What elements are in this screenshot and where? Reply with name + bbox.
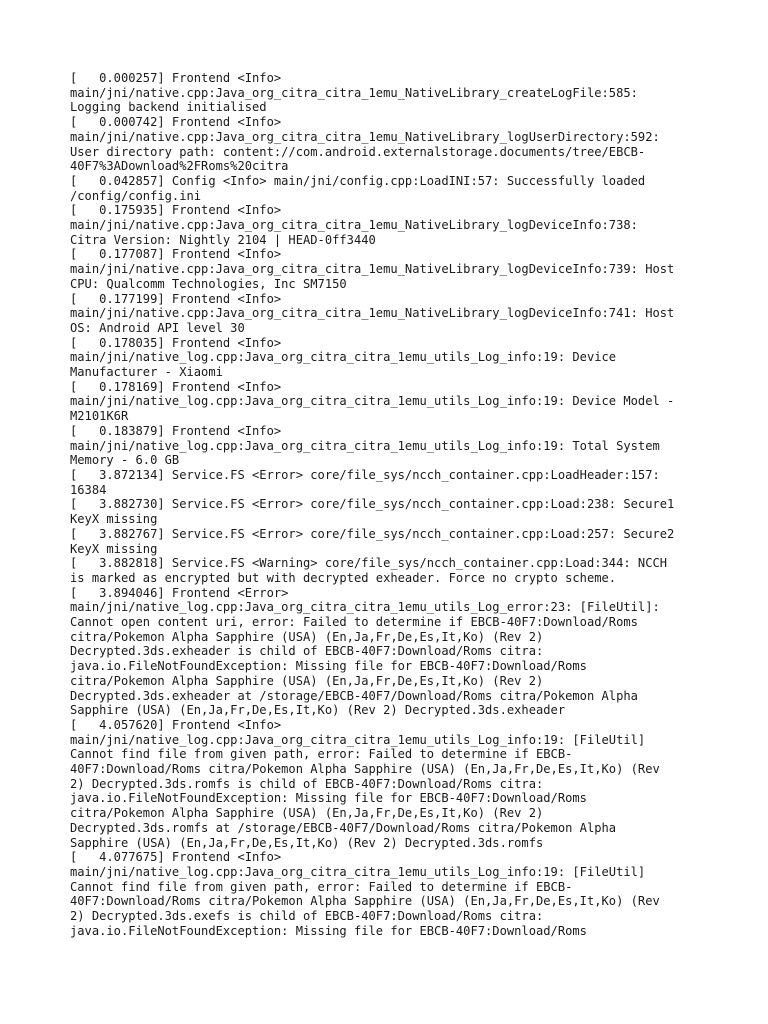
log-line: M2101K6R xyxy=(70,409,129,424)
log-line: Decrypted.3ds.exheader is child of EBCB-40F7:Download/Roms citra: xyxy=(70,644,544,659)
log-line: Cannot find file from given path, error: Failed to determine if EBCB- xyxy=(70,747,573,762)
log-line: main/jni/native.cpp:Java_org_citra_citra_1emu_NativeLibrary_createLogFile:585: xyxy=(70,85,638,100)
log-line: CPU: Qualcomm Technologies, Inc SM7150 xyxy=(70,276,347,291)
log-line: java.io.FileNotFoundException: Missing file for EBCB-40F7:Download/Roms xyxy=(70,791,587,806)
log-line: [ 4.077675] Frontend <Info> xyxy=(70,850,282,865)
log-line: 2) Decrypted.3ds.romfs is child of EBCB-40F7:Download/Roms citra: xyxy=(70,776,544,791)
log-line: 40F7:Download/Roms citra/Pokemon Alpha Sapphire (USA) (En,Ja,Fr,De,Es,It,Ko) (Rev xyxy=(70,762,660,777)
log-line: main/jni/native_log.cpp:Java_org_citra_citra_1emu_utils_Log_info:19: Device Model - xyxy=(70,394,675,409)
log-line: main/jni/native.cpp:Java_org_citra_citra_1emu_NativeLibrary_logDeviceInfo:741: Host xyxy=(70,306,675,321)
log-line: 16384 xyxy=(70,482,107,497)
log-line: 40F7%3ADownload%2FRoms%20citra xyxy=(70,159,289,174)
log-line: 40F7:Download/Roms citra/Pokemon Alpha Sapphire (USA) (En,Ja,Fr,De,Es,It,Ko) (Rev xyxy=(70,894,660,909)
log-line: main/jni/native.cpp:Java_org_citra_citra_1emu_NativeLibrary_logDeviceInfo:738: xyxy=(70,218,638,233)
log-line: citra/Pokemon Alpha Sapphire (USA) (En,Ja,Fr,De,Es,It,Ko) (Rev 2) xyxy=(70,673,544,688)
log-line: Memory - 6.0 GB xyxy=(70,453,180,468)
log-line: main/jni/native_log.cpp:Java_org_citra_citra_1emu_utils_Log_info:19: [FileUtil] xyxy=(70,864,646,879)
log-line: [ 3.882730] Service.FS <Error> core/file_sys/ncch_container.cpp:Load:238: Secure1 xyxy=(70,497,675,512)
log-line: /config/config.ini xyxy=(70,188,202,203)
log-line: main/jni/native.cpp:Java_org_citra_citra_1emu_NativeLibrary_logUserDirectory:592: xyxy=(70,129,660,144)
log-line: [ 0.000257] Frontend <Info> xyxy=(70,71,282,85)
log-line: java.io.FileNotFoundException: Missing file for EBCB-40F7:Download/Roms xyxy=(70,923,587,938)
log-line: [ 3.872134] Service.FS <Error> core/file_sys/ncch_container.cpp:LoadHeader:157: xyxy=(70,467,660,482)
log-line: [ 0.042857] Config <Info> main/jni/config.cpp:LoadINI:57: Successfully loaded xyxy=(70,173,646,188)
log-line: main/jni/native_log.cpp:Java_org_citra_citra_1emu_utils_Log_info:19: [FileUtil] xyxy=(70,732,646,747)
log-line: KeyX missing xyxy=(70,541,158,556)
log-line: OS: Android API level 30 xyxy=(70,320,245,335)
log-line: [ 0.000742] Frontend <Info> xyxy=(70,115,282,130)
log-line: [ 0.178035] Frontend <Info> xyxy=(70,335,282,350)
log-line: Sapphire (USA) (En,Ja,Fr,De,Es,It,Ko) (Rev 2) Decrypted.3ds.romfs xyxy=(70,835,544,850)
log-line: citra/Pokemon Alpha Sapphire (USA) (En,Ja,Fr,De,Es,It,Ko) (Rev 2) xyxy=(70,629,544,644)
log-line: [ 3.882818] Service.FS <Warning> core/file_sys/ncch_container.cpp:Load:344: NCCH xyxy=(70,556,668,571)
log-line: [ 4.057620] Frontend <Info> xyxy=(70,717,282,732)
log-line: User directory path: content://com.android.externalstorage.documents/tree/EBCB- xyxy=(70,144,646,159)
log-line: Sapphire (USA) (En,Ja,Fr,De,Es,It,Ko) (Rev 2) Decrypted.3ds.exheader xyxy=(70,703,566,718)
log-line: [ 0.178169] Frontend <Info> xyxy=(70,379,282,394)
log-line: [ 3.894046] Frontend <Error> xyxy=(70,585,289,600)
log-line: [ 0.177087] Frontend <Info> xyxy=(70,247,282,262)
log-line: main/jni/native.cpp:Java_org_citra_citra_1emu_NativeLibrary_logDeviceInfo:739: Host xyxy=(70,262,675,277)
log-line: main/jni/native_log.cpp:Java_org_citra_citra_1emu_utils_Log_info:19: Total System xyxy=(70,438,660,453)
log-line: [ 0.177199] Frontend <Info> xyxy=(70,291,282,306)
log-line: [ 0.183879] Frontend <Info> xyxy=(70,423,282,438)
log-line: java.io.FileNotFoundException: Missing file for EBCB-40F7:Download/Roms xyxy=(70,659,587,674)
log-line: Logging backend initialised xyxy=(70,100,267,115)
log-line: Citra Version: Nightly 2104 | HEAD-0ff3440 xyxy=(70,232,376,247)
log-line: main/jni/native_log.cpp:Java_org_citra_citra_1emu_utils_Log_error:23: [FileUtil]: xyxy=(70,600,660,615)
log-line: 2) Decrypted.3ds.exefs is child of EBCB-40F7:Download/Roms citra: xyxy=(70,909,544,924)
log-line: main/jni/native_log.cpp:Java_org_citra_citra_1emu_utils_Log_info:19: Device xyxy=(70,350,617,365)
log-line: Cannot open content uri, error: Failed to determine if EBCB-40F7:Download/Roms xyxy=(70,615,638,630)
log-line: Manufacturer - Xiaomi xyxy=(70,365,223,380)
log-line: citra/Pokemon Alpha Sapphire (USA) (En,Ja,Fr,De,Es,It,Ko) (Rev 2) xyxy=(70,806,544,821)
log-line: [ 3.882767] Service.FS <Error> core/file_sys/ncch_container.cpp:Load:257: Secure2 xyxy=(70,526,675,541)
log-line: Cannot find file from given path, error: Failed to determine if EBCB- xyxy=(70,879,573,894)
log-line: is marked as encrypted but with decrypted exheader. Force no crypto scheme. xyxy=(70,570,617,585)
log-line: KeyX missing xyxy=(70,512,158,527)
log-line: [ 0.175935] Frontend <Info> xyxy=(70,203,282,218)
log-line: Decrypted.3ds.romfs at /storage/EBCB-40F7/Download/Roms citra/Pokemon Alpha xyxy=(70,820,617,835)
log-text-block xyxy=(70,71,710,938)
log-line: Decrypted.3ds.exheader at /storage/EBCB-40F7/Download/Roms citra/Pokemon Alpha xyxy=(70,688,638,703)
